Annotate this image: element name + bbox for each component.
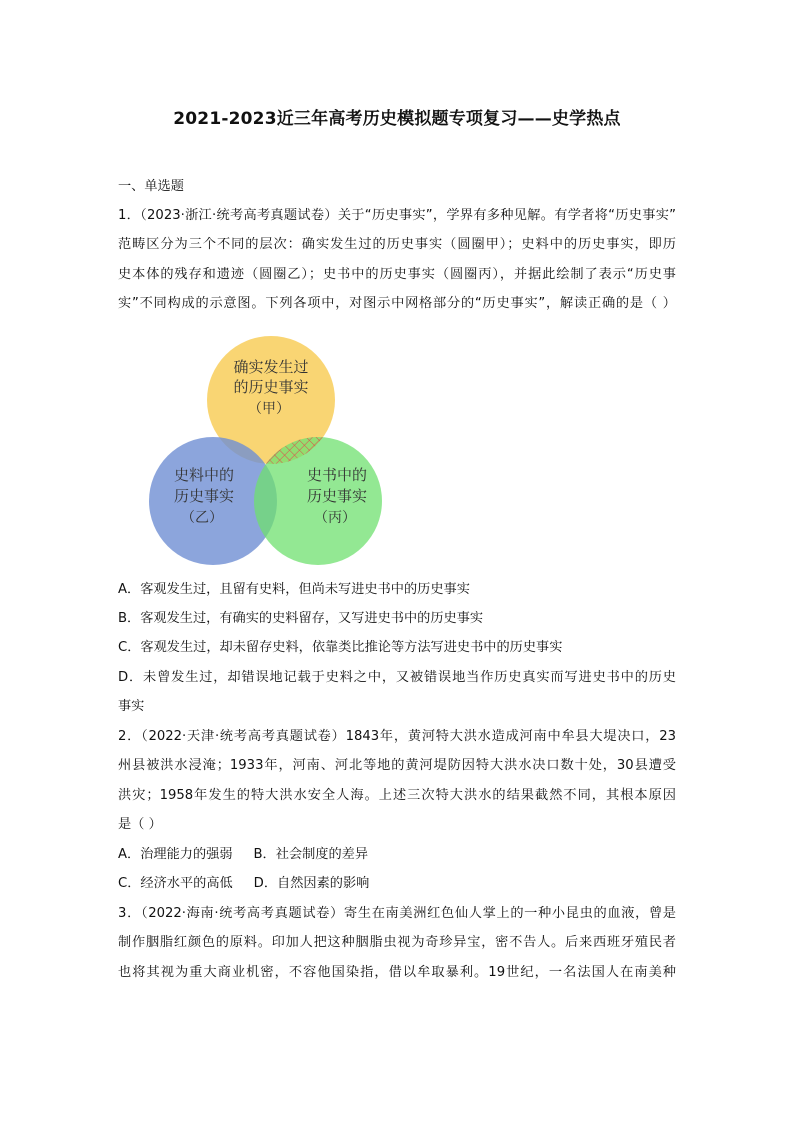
label-bing-1: 史书中的: [306, 466, 368, 484]
page-title: 2021-2023近三年高考历史模拟题专项复习——史学热点: [173, 109, 621, 129]
q3-stem-line-3: 也将其视为重大商业机密，不容他国染指，借以牟取暴利。19世纪，一名法国人在南美种: [118, 965, 676, 980]
label-yi-2: 历史事实: [173, 487, 235, 505]
q2-stem-line-4: 是（ ）: [118, 817, 162, 832]
label-bing-3: （丙）: [314, 510, 356, 526]
section-heading: 一、单选题: [118, 179, 184, 194]
venn-diagram: [146, 336, 396, 570]
q2-options-row-1: A．治理能力的强弱 B．社会制度的差异: [118, 847, 369, 862]
label-jia-1: 确实发生过: [233, 358, 309, 376]
label-jia-3: （甲）: [248, 401, 290, 417]
label-yi-3: （乙）: [181, 510, 223, 526]
q1-stem-line-4: 实”不同构成的示意图。下列各项中，对图示中网格部分的“历史事实”，解读正确的是（ ）: [118, 296, 676, 311]
q2-options-row-2: C．经济水平的高低 D．自然因素的影响: [118, 876, 370, 891]
label-jia-2: 的历史事实: [233, 378, 309, 396]
label-yi-1: 史料中的: [173, 466, 235, 484]
q1-stem-line-1: 1．（2023·浙江·统考高考真题试卷）关于“历史事实”，学界有多种见解。有学者将“历史事实”: [118, 208, 676, 223]
q1-stem-line-3: 史本体的残存和遗迹（圆圈乙）；史书中的历史事实（圆圈丙），并据此绘制了表示“历史事: [118, 267, 676, 282]
q3-stem-line-1: 3．（2022·海南·统考高考真题试卷）寄生在南美洲红色仙人掌上的一种小昆虫的血液，曾是: [118, 906, 676, 921]
q2-stem-line-1: 2．（2022·天津·统考高考真题试卷）1843年，黄河特大洪水造成河南中牟县大堤决口，23: [118, 729, 676, 744]
q1-option-b: B．客观发生过，有确实的史料留存，又写进史书中的历史事实: [118, 611, 484, 626]
q1-option-c: C．客观发生过，却未留存史料，依靠类比推论等方法写进史书中的历史事实: [118, 640, 563, 655]
q1-option-a: A．客观发生过，且留有史料，但尚未写进史书中的历史事实: [118, 582, 470, 597]
q2-stem-line-3: 洪灾；1958年发生的特大洪水安全人海。上述三次特大洪水的结果截然不同，其根本原因: [118, 788, 676, 803]
q1-option-d-cont: 事实: [118, 699, 145, 714]
label-bing-2: 历史事实: [306, 487, 368, 505]
q2-stem-line-2: 州县被洪水浸淹；1933年，河南、河北等地的黄河堤防因特大洪水决口数十处，30县遭受: [118, 758, 676, 773]
q3-stem-line-2: 制作胭脂红颜色的原料。印加人把这种胭脂虫视为奇珍异宝，密不告人。后来西班牙殖民者: [118, 935, 676, 950]
q1-stem-line-2: 范畴区分为三个不同的层次：确实发生过的历史事实（圆圈甲）；史料中的历史事实，即历: [118, 237, 676, 252]
q1-option-d: D．未曾发生过，却错误地记载于史料之中，又被错误地当作历史真实而写进史书中的历史: [118, 670, 676, 685]
